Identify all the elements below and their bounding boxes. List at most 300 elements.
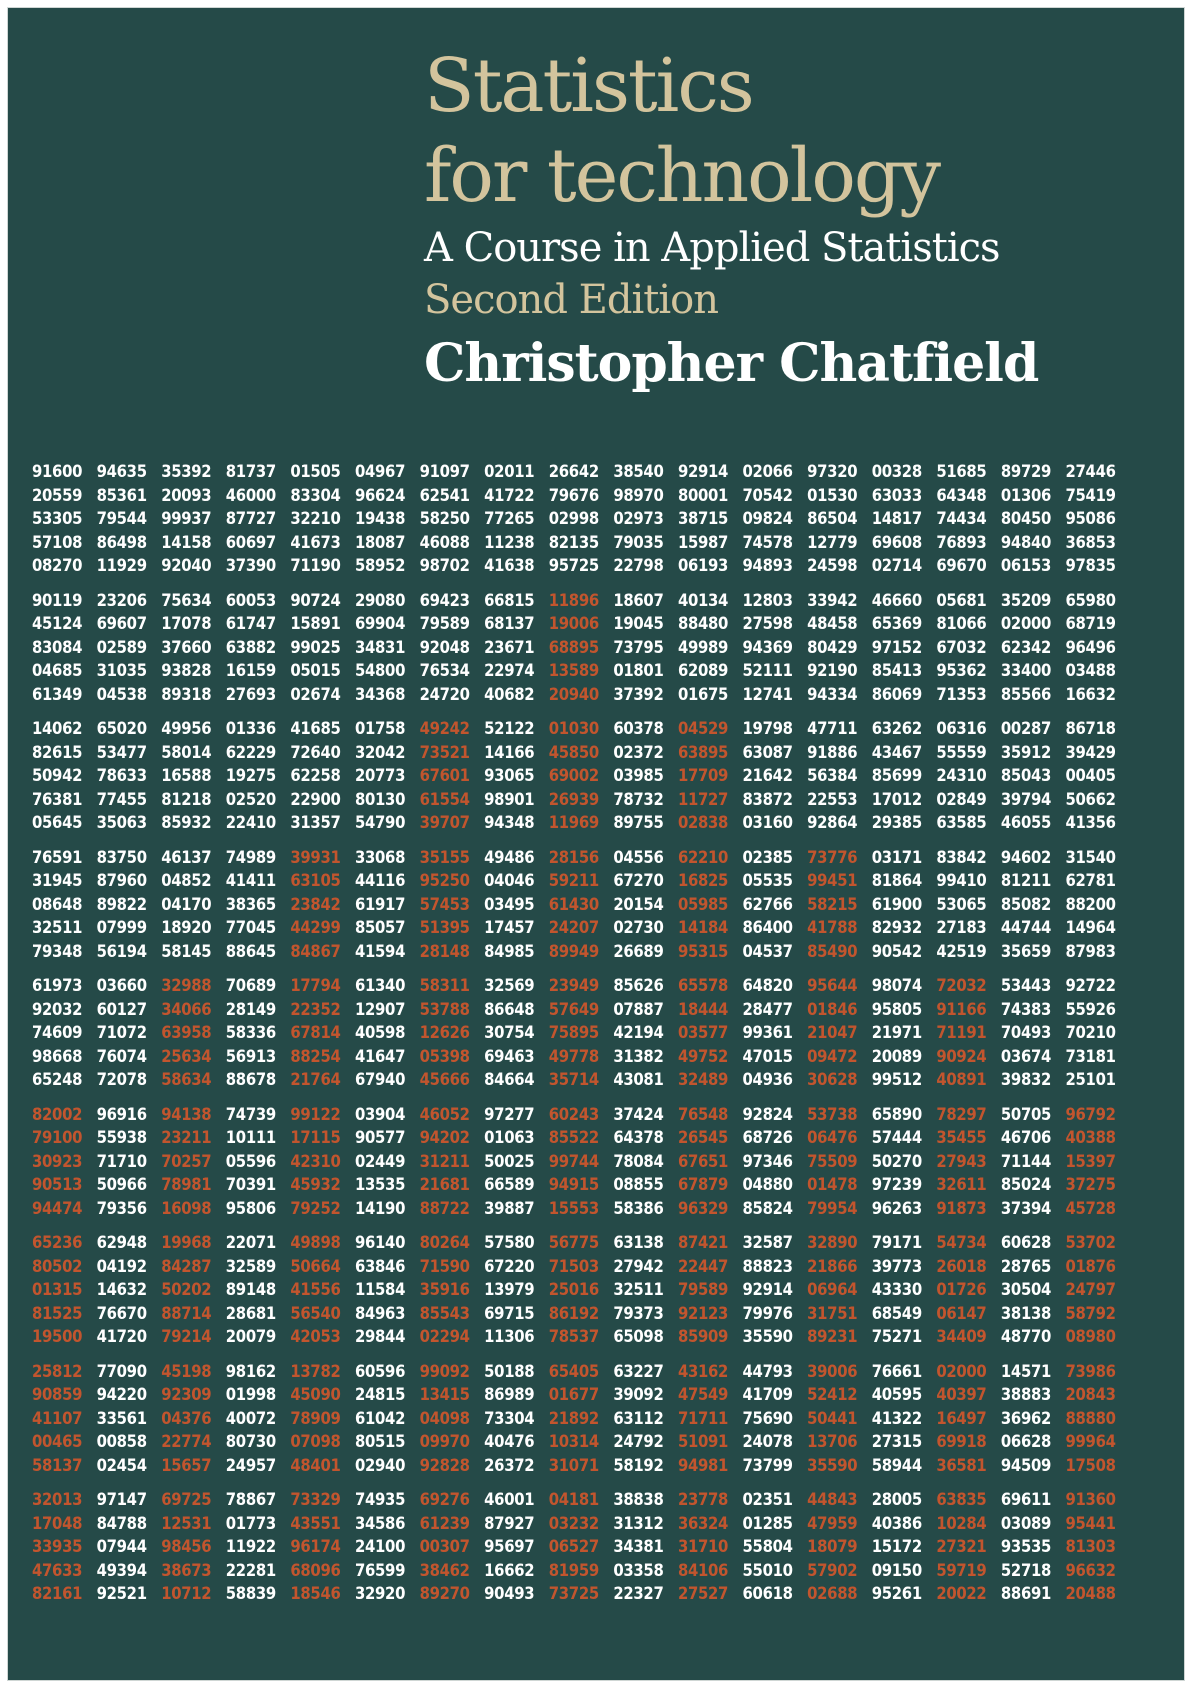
number-cell: 74383	[1000, 999, 1052, 1019]
number-cell: 28149	[225, 999, 276, 1019]
number-cell: 26018	[936, 1256, 987, 1276]
number-cell: 21971	[871, 1023, 922, 1042]
number-cell: 91097	[419, 462, 470, 481]
number-cell: 92824	[742, 1104, 793, 1124]
number-cell: 94840	[1000, 532, 1052, 552]
number-cell: 81525	[32, 1303, 83, 1323]
number-cell: 99451	[807, 871, 858, 890]
number-cell: 50441	[807, 1408, 858, 1428]
number-cell: 80130	[354, 789, 406, 809]
number-cell: 02000	[936, 1361, 987, 1381]
number-cell: 03577	[677, 1023, 729, 1042]
number-cell: 65248	[32, 1070, 83, 1089]
number-cell: 94348	[484, 813, 535, 832]
number-cell: 70391	[225, 1175, 276, 1194]
number-cell: 24815	[354, 1385, 406, 1404]
number-cell: 89729	[1000, 462, 1052, 481]
number-cell: 84106	[677, 1560, 729, 1580]
number-cell: 53738	[807, 1104, 858, 1124]
number-cell: 56194	[96, 941, 147, 961]
number-cell: 64820	[742, 976, 793, 995]
number-cell: 71503	[548, 1256, 599, 1276]
number-cell: 01773	[225, 1513, 276, 1533]
number-cell: 95315	[677, 941, 729, 961]
number-cell: 99744	[548, 1151, 599, 1171]
number-cell: 95725	[548, 556, 599, 575]
number-cell: 89318	[161, 684, 212, 704]
number-cell: 19968	[161, 1233, 212, 1252]
number-cell: 68137	[484, 614, 535, 633]
number-cell: 62258	[290, 766, 341, 785]
number-cell: 03488	[1065, 661, 1116, 680]
number-cell: 45666	[419, 1070, 470, 1089]
number-cell: 78981	[161, 1175, 212, 1194]
number-cell: 94334	[807, 684, 858, 704]
number-cell: 71072	[96, 1023, 147, 1042]
number-cell: 91166	[936, 999, 987, 1019]
number-cell: 36581	[936, 1455, 987, 1475]
number-cell: 90859	[32, 1385, 83, 1404]
number-cell: 92309	[161, 1385, 212, 1404]
number-cell: 03232	[548, 1513, 599, 1533]
number-cell: 53065	[936, 894, 987, 914]
number-cell: 47711	[807, 719, 858, 738]
number-cell: 61430	[548, 894, 599, 914]
number-cell: 77265	[484, 509, 535, 528]
number-cell: 11584	[354, 1280, 406, 1299]
number-cell: 46001	[484, 1490, 535, 1509]
number-cell: 17078	[161, 614, 212, 633]
number-cell: 14817	[871, 509, 922, 528]
number-cell: 71144	[1000, 1151, 1052, 1171]
number-cell: 96916	[96, 1104, 147, 1124]
number-cell: 85082	[1000, 894, 1052, 914]
number-cell: 27321	[936, 1537, 987, 1556]
number-cell: 02589	[96, 637, 147, 657]
number-cell: 86718	[1065, 719, 1116, 738]
number-cell: 23206	[96, 590, 147, 610]
number-cell: 61917	[354, 894, 406, 914]
number-cell: 63105	[290, 871, 341, 890]
number-cell: 97239	[871, 1175, 922, 1194]
book-cover	[7, 7, 1185, 1681]
number-cell: 98901	[484, 789, 535, 809]
number-cell: 75509	[807, 1151, 858, 1171]
number-cell: 63895	[677, 742, 729, 762]
number-row	[32, 636, 1132, 660]
number-row	[32, 869, 1132, 893]
number-cell: 06193	[677, 556, 729, 575]
number-cell: 41685	[290, 719, 341, 738]
number-cell: 99410	[936, 871, 987, 890]
number-cell: 55938	[96, 1128, 147, 1147]
number-row	[32, 1535, 1132, 1559]
number-cell: 62342	[1000, 637, 1052, 657]
number-cell: 97147	[96, 1490, 147, 1509]
number-cell: 39707	[419, 813, 470, 832]
number-cell: 69611	[1000, 1490, 1052, 1509]
number-cell: 98668	[32, 1046, 83, 1066]
number-cell: 81211	[1000, 871, 1052, 890]
number-cell: 04852	[161, 871, 212, 890]
number-cell: 16497	[936, 1408, 987, 1428]
number-cell: 06964	[807, 1280, 858, 1299]
number-row	[32, 788, 1132, 812]
number-cell: 40476	[484, 1432, 535, 1451]
number-cell: 69276	[419, 1490, 470, 1509]
number-row	[32, 484, 1132, 508]
number-cell: 85699	[871, 766, 922, 785]
number-cell: 67220	[484, 1256, 535, 1276]
number-cell: 41411	[225, 871, 276, 890]
number-cell: 56775	[548, 1233, 599, 1252]
number-cell: 01876	[1065, 1256, 1116, 1276]
number-cell: 69002	[548, 766, 599, 785]
number-row	[32, 1302, 1132, 1326]
number-cell: 32920	[354, 1584, 406, 1603]
number-cell: 41638	[484, 556, 535, 575]
number-cell: 61900	[871, 894, 922, 914]
number-cell: 71711	[677, 1408, 729, 1428]
number-cell: 32611	[936, 1175, 987, 1194]
number-cell: 17709	[677, 766, 729, 785]
number-cell: 86498	[96, 532, 147, 552]
number-cell: 13979	[484, 1280, 535, 1299]
number-cell: 74578	[742, 532, 793, 552]
number-cell: 45850	[548, 742, 599, 762]
number-cell: 38365	[225, 894, 276, 914]
number-cell: 94602	[1000, 847, 1052, 867]
number-cell: 25101	[1065, 1070, 1116, 1089]
number-cell: 77090	[96, 1361, 147, 1381]
number-cell: 66589	[484, 1175, 535, 1194]
number-cell: 65405	[548, 1361, 599, 1381]
number-cell: 01478	[807, 1175, 858, 1194]
number-row	[32, 1103, 1132, 1127]
number-cell: 53477	[96, 742, 147, 762]
number-cell: 79356	[96, 1198, 147, 1218]
number-cell: 62210	[677, 847, 729, 867]
number-cell: 65098	[613, 1327, 664, 1346]
number-cell: 76074	[96, 1046, 147, 1066]
number-cell: 75271	[871, 1327, 922, 1346]
number-cell: 67651	[677, 1151, 729, 1171]
number-cell: 75690	[742, 1408, 793, 1428]
number-cell: 05681	[936, 590, 987, 610]
number-cell: 04936	[742, 1070, 793, 1089]
number-cell: 67814	[290, 1023, 341, 1042]
number-cell: 85932	[161, 813, 212, 832]
number-cell: 35590	[742, 1327, 793, 1346]
number-cell: 87927	[484, 1513, 535, 1533]
number-cell: 71191	[936, 1023, 987, 1042]
number-cell: 32489	[677, 1070, 729, 1089]
number-cell: 79035	[613, 532, 664, 552]
number-row	[32, 507, 1132, 531]
number-cell: 01677	[548, 1385, 599, 1404]
number-cell: 22071	[225, 1233, 276, 1252]
number-cell: 68719	[1065, 614, 1116, 633]
number-cell: 01336	[225, 719, 276, 738]
number-cell: 11922	[225, 1537, 276, 1556]
number-cell: 02011	[484, 462, 535, 481]
number-cell: 24310	[936, 766, 987, 785]
number-cell: 34066	[161, 999, 212, 1019]
number-cell: 06527	[548, 1537, 599, 1556]
number-cell: 91873	[936, 1198, 987, 1218]
number-cell: 41647	[354, 1046, 406, 1066]
number-cell: 14166	[484, 742, 535, 762]
number-cell: 44299	[290, 918, 341, 937]
number-cell: 02066	[742, 462, 793, 481]
number-cell: 87421	[677, 1233, 729, 1252]
number-cell: 06476	[807, 1128, 858, 1147]
number-cell: 41722	[484, 485, 535, 505]
number-cell: 54800	[354, 661, 406, 680]
number-cell: 05985	[677, 894, 729, 914]
number-cell: 85824	[742, 1198, 793, 1218]
number-cell: 40891	[936, 1070, 987, 1089]
number-cell: 36962	[1000, 1408, 1052, 1428]
number-cell: 69670	[936, 556, 987, 575]
number-cell: 49242	[419, 719, 470, 738]
number-cell: 32589	[225, 1256, 276, 1276]
number-cell: 87983	[1065, 941, 1116, 961]
number-cell: 61349	[32, 684, 83, 704]
number-cell: 38883	[1000, 1385, 1052, 1404]
number-cell: 28681	[225, 1303, 276, 1323]
number-cell: 03660	[96, 976, 147, 995]
number-cell: 15397	[1065, 1151, 1116, 1171]
number-cell: 50662	[1065, 789, 1116, 809]
number-cell: 25016	[548, 1280, 599, 1299]
number-cell: 35590	[807, 1455, 858, 1475]
number-cell: 88200	[1065, 894, 1116, 914]
number-cell: 31751	[807, 1303, 858, 1323]
number-cell: 73776	[807, 847, 858, 867]
number-cell: 31211	[419, 1151, 470, 1171]
number-cell: 16662	[484, 1560, 535, 1580]
number-row	[32, 1582, 1132, 1606]
number-cell: 54790	[354, 813, 406, 832]
number-cell: 02351	[742, 1490, 793, 1509]
number-cell: 06147	[936, 1303, 987, 1323]
number-cell: 53443	[1000, 976, 1052, 995]
number-cell: 14062	[32, 719, 83, 738]
number-cell: 06153	[1000, 556, 1052, 575]
number-cell: 95250	[419, 871, 470, 890]
number-row	[32, 893, 1132, 917]
title-line-2: for technology	[424, 133, 940, 219]
number-cell: 58014	[161, 742, 212, 762]
number-row	[32, 1068, 1132, 1092]
number-cell: 49989	[677, 637, 729, 657]
number-cell: 89822	[96, 894, 147, 914]
number-cell: 09970	[419, 1432, 470, 1451]
number-row	[32, 554, 1132, 578]
number-cell: 95644	[807, 976, 858, 995]
number-cell: 50270	[871, 1151, 922, 1171]
number-cell: 07944	[96, 1537, 147, 1556]
number-cell: 67940	[354, 1070, 406, 1089]
number-cell: 28765	[1000, 1256, 1052, 1276]
number-cell: 24957	[225, 1455, 276, 1475]
number-cell: 45124	[32, 614, 83, 633]
number-cell: 57902	[807, 1560, 858, 1580]
number-cell: 02294	[419, 1327, 470, 1346]
number-cell: 22553	[807, 789, 858, 809]
number-cell: 68895	[548, 637, 599, 657]
number-cell: 58634	[161, 1070, 212, 1089]
number-cell: 85543	[419, 1303, 470, 1323]
number-cell: 62229	[225, 742, 276, 762]
number-cell: 20093	[161, 485, 212, 505]
number-cell: 86648	[484, 999, 535, 1019]
number-cell: 30754	[484, 1023, 535, 1042]
number-cell: 30504	[1000, 1280, 1052, 1299]
number-cell: 90513	[32, 1175, 83, 1194]
number-cell: 94474	[32, 1198, 83, 1218]
number-cell: 53702	[1065, 1233, 1116, 1252]
number-cell: 41594	[354, 941, 406, 961]
number-cell: 16159	[225, 661, 276, 680]
number-cell: 41673	[290, 532, 341, 552]
number-cell: 88480	[677, 614, 729, 633]
number-cell: 02674	[290, 684, 341, 704]
number-cell: 17508	[1065, 1455, 1116, 1475]
number-cell: 02449	[354, 1151, 406, 1171]
number-cell: 88714	[161, 1303, 212, 1323]
number-cell: 34381	[613, 1537, 664, 1556]
number-cell: 18546	[290, 1584, 341, 1603]
number-cell: 17115	[290, 1128, 341, 1147]
number-cell: 32511	[32, 918, 83, 937]
number-cell: 85057	[354, 918, 406, 937]
number-cell: 27183	[936, 918, 987, 937]
number-cell: 70542	[742, 485, 793, 505]
number-cell: 90924	[936, 1046, 987, 1066]
number-cell: 73329	[290, 1490, 341, 1509]
number-cell: 31710	[677, 1537, 729, 1556]
number-cell: 67032	[936, 637, 987, 657]
number-cell: 59211	[548, 871, 599, 890]
number-cell: 12779	[807, 532, 858, 552]
number-cell: 90542	[871, 941, 922, 961]
number-cell: 14632	[96, 1280, 147, 1299]
number-cell: 43162	[677, 1361, 729, 1381]
number-cell: 75634	[161, 590, 212, 610]
number-cell: 58215	[807, 894, 858, 914]
number-cell: 11238	[484, 532, 535, 552]
number-row	[32, 1045, 1132, 1069]
number-row	[32, 741, 1132, 765]
number-cell: 11727	[677, 789, 729, 809]
number-cell: 43081	[613, 1070, 664, 1089]
number-row	[32, 1150, 1132, 1174]
number-cell: 63087	[742, 742, 793, 762]
number-cell: 60127	[96, 999, 147, 1019]
number-row	[32, 974, 1132, 998]
number-cell: 57649	[548, 999, 599, 1019]
number-cell: 35912	[1000, 742, 1052, 762]
number-cell: 63262	[871, 719, 922, 738]
number-cell: 26689	[613, 941, 664, 961]
number-row	[32, 589, 1132, 613]
number-cell: 39092	[613, 1385, 664, 1404]
number-cell: 76534	[419, 661, 470, 680]
number-cell: 06628	[1000, 1432, 1052, 1451]
number-cell: 58250	[419, 509, 470, 528]
number-cell: 41788	[807, 918, 858, 937]
number-cell: 60378	[613, 719, 664, 738]
number-cell: 35659	[1000, 941, 1052, 961]
number-cell: 23211	[161, 1128, 212, 1147]
number-cell: 71190	[290, 556, 341, 575]
number-cell: 01998	[225, 1385, 276, 1404]
number-cell: 02454	[96, 1455, 147, 1475]
number-cell: 71353	[936, 684, 987, 704]
number-cell: 24598	[807, 556, 858, 575]
number-cell: 34368	[354, 684, 406, 704]
number-cell: 07098	[290, 1432, 341, 1451]
number-cell: 30923	[32, 1151, 83, 1171]
number-cell: 50188	[484, 1361, 535, 1381]
number-cell: 76381	[32, 789, 83, 809]
number-cell: 80502	[32, 1256, 83, 1276]
number-cell: 45090	[290, 1385, 341, 1404]
number-cell: 40388	[1065, 1128, 1116, 1147]
number-row	[32, 1255, 1132, 1279]
number-cell: 95362	[936, 661, 987, 680]
number-cell: 62541	[419, 485, 470, 505]
number-cell: 69608	[871, 532, 922, 552]
number-cell: 65980	[1065, 590, 1116, 610]
number-cell: 61747	[225, 614, 276, 633]
number-row	[32, 916, 1132, 940]
number-cell: 13589	[548, 661, 599, 680]
number-cell: 15891	[290, 614, 341, 633]
number-cell: 51395	[419, 918, 470, 937]
number-cell: 73799	[742, 1455, 793, 1475]
number-cell: 24797	[1065, 1280, 1116, 1299]
number-cell: 02940	[354, 1455, 406, 1475]
number-cell: 03089	[1000, 1513, 1052, 1533]
number-cell: 95261	[871, 1584, 922, 1603]
number-cell: 24720	[419, 684, 470, 704]
number-cell: 76670	[96, 1303, 147, 1323]
number-cell: 98970	[613, 485, 664, 505]
number-cell: 92123	[677, 1303, 729, 1323]
number-cell: 70493	[1000, 1023, 1052, 1042]
number-cell: 10314	[548, 1432, 599, 1451]
number-cell: 62781	[1065, 871, 1116, 890]
number-cell: 81303	[1065, 1537, 1116, 1556]
number-cell: 94915	[548, 1175, 599, 1194]
number-cell: 26642	[548, 462, 599, 481]
number-row	[32, 1430, 1132, 1454]
number-cell: 81737	[225, 462, 276, 481]
number-cell: 47549	[677, 1385, 729, 1404]
number-cell: 42519	[936, 941, 987, 961]
number-cell: 00307	[419, 1537, 470, 1556]
number-cell: 19006	[548, 614, 599, 633]
number-cell: 61340	[354, 976, 406, 995]
number-cell: 31357	[290, 813, 341, 832]
number-cell: 37392	[613, 684, 664, 704]
number-cell: 68096	[290, 1560, 341, 1580]
number-row	[32, 1407, 1132, 1431]
number-cell: 81218	[161, 789, 212, 809]
